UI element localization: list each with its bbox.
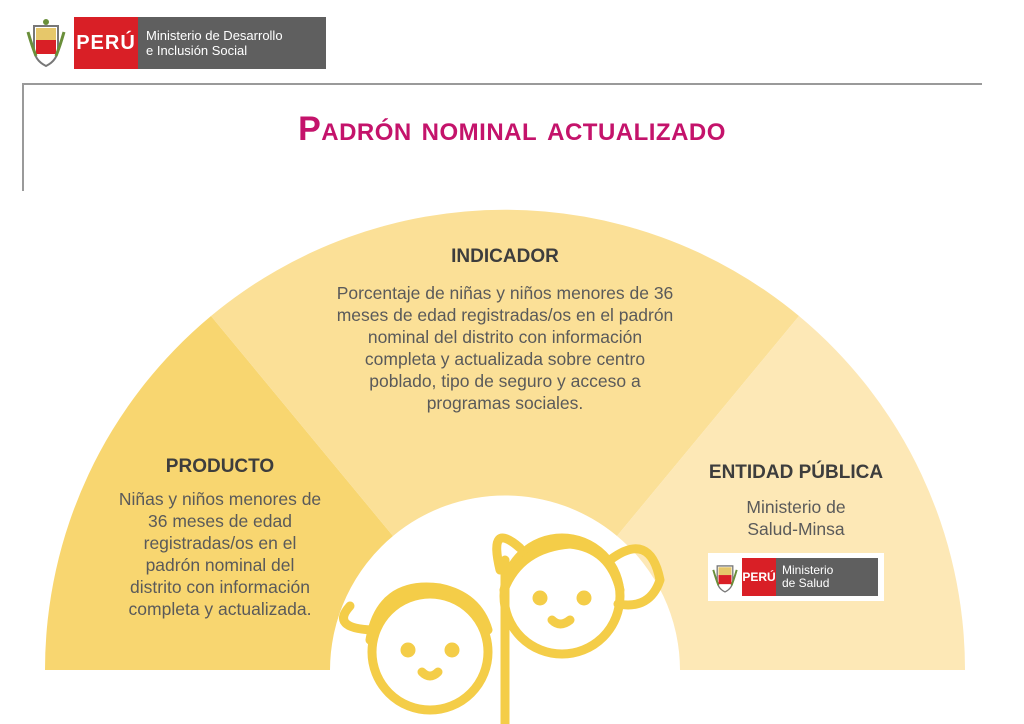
entidad-line: Ministerio de	[746, 497, 846, 517]
indicador-line: nominal del distrito con información	[367, 327, 643, 347]
indicador-heading: INDICADOR	[451, 246, 559, 267]
entidad-line: Salud-Minsa	[747, 519, 845, 539]
page-title: Padrón nominal actualizado	[298, 110, 726, 148]
indicador-text	[300, 282, 710, 414]
entidad-heading: ENTIDAD PÚBLICA	[708, 462, 884, 483]
children-illustration-icon	[344, 538, 660, 724]
producto-heading: PRODUCTO	[165, 456, 275, 477]
indicador-line: Porcentaje de niñas y niños menores de 36	[336, 283, 674, 303]
minsa-logo-line1: Ministerio	[782, 563, 834, 577]
producto-line: padrón nominal del	[145, 555, 295, 575]
minsa-logo-name	[776, 558, 878, 596]
minsa-logo-country: PERÚ	[742, 558, 776, 596]
logo-country-block: PERÚ	[74, 17, 138, 69]
entidad-block	[686, 462, 906, 540]
producto-line: Niñas y niños menores de	[118, 489, 322, 509]
logo-ministry-line1: Ministerio de Desarrollo	[146, 28, 283, 43]
entidad-text	[686, 496, 906, 540]
indicador-line: poblado, tipo de seguro y acceso a	[369, 371, 641, 391]
logo-ministry-line2: e Inclusión Social	[146, 43, 248, 58]
indicador-line: completa y actualizada sobre centro	[364, 349, 646, 369]
indicador-block	[300, 246, 710, 414]
indicador-line: programas sociales.	[426, 393, 584, 413]
producto-block	[80, 456, 360, 620]
minsa-logo	[708, 553, 884, 601]
minsa-logo-line2: de Salud	[782, 576, 830, 590]
producto-line: registradas/os en el	[143, 533, 297, 553]
indicador-line: meses de edad registradas/os en el padrón	[336, 305, 674, 325]
producto-line: 36 meses de edad	[148, 511, 292, 531]
producto-line: completa y actualizada.	[128, 599, 312, 619]
coat-of-arms-icon	[712, 560, 738, 594]
producto-line: distrito con información	[130, 577, 310, 597]
producto-text	[80, 488, 360, 620]
